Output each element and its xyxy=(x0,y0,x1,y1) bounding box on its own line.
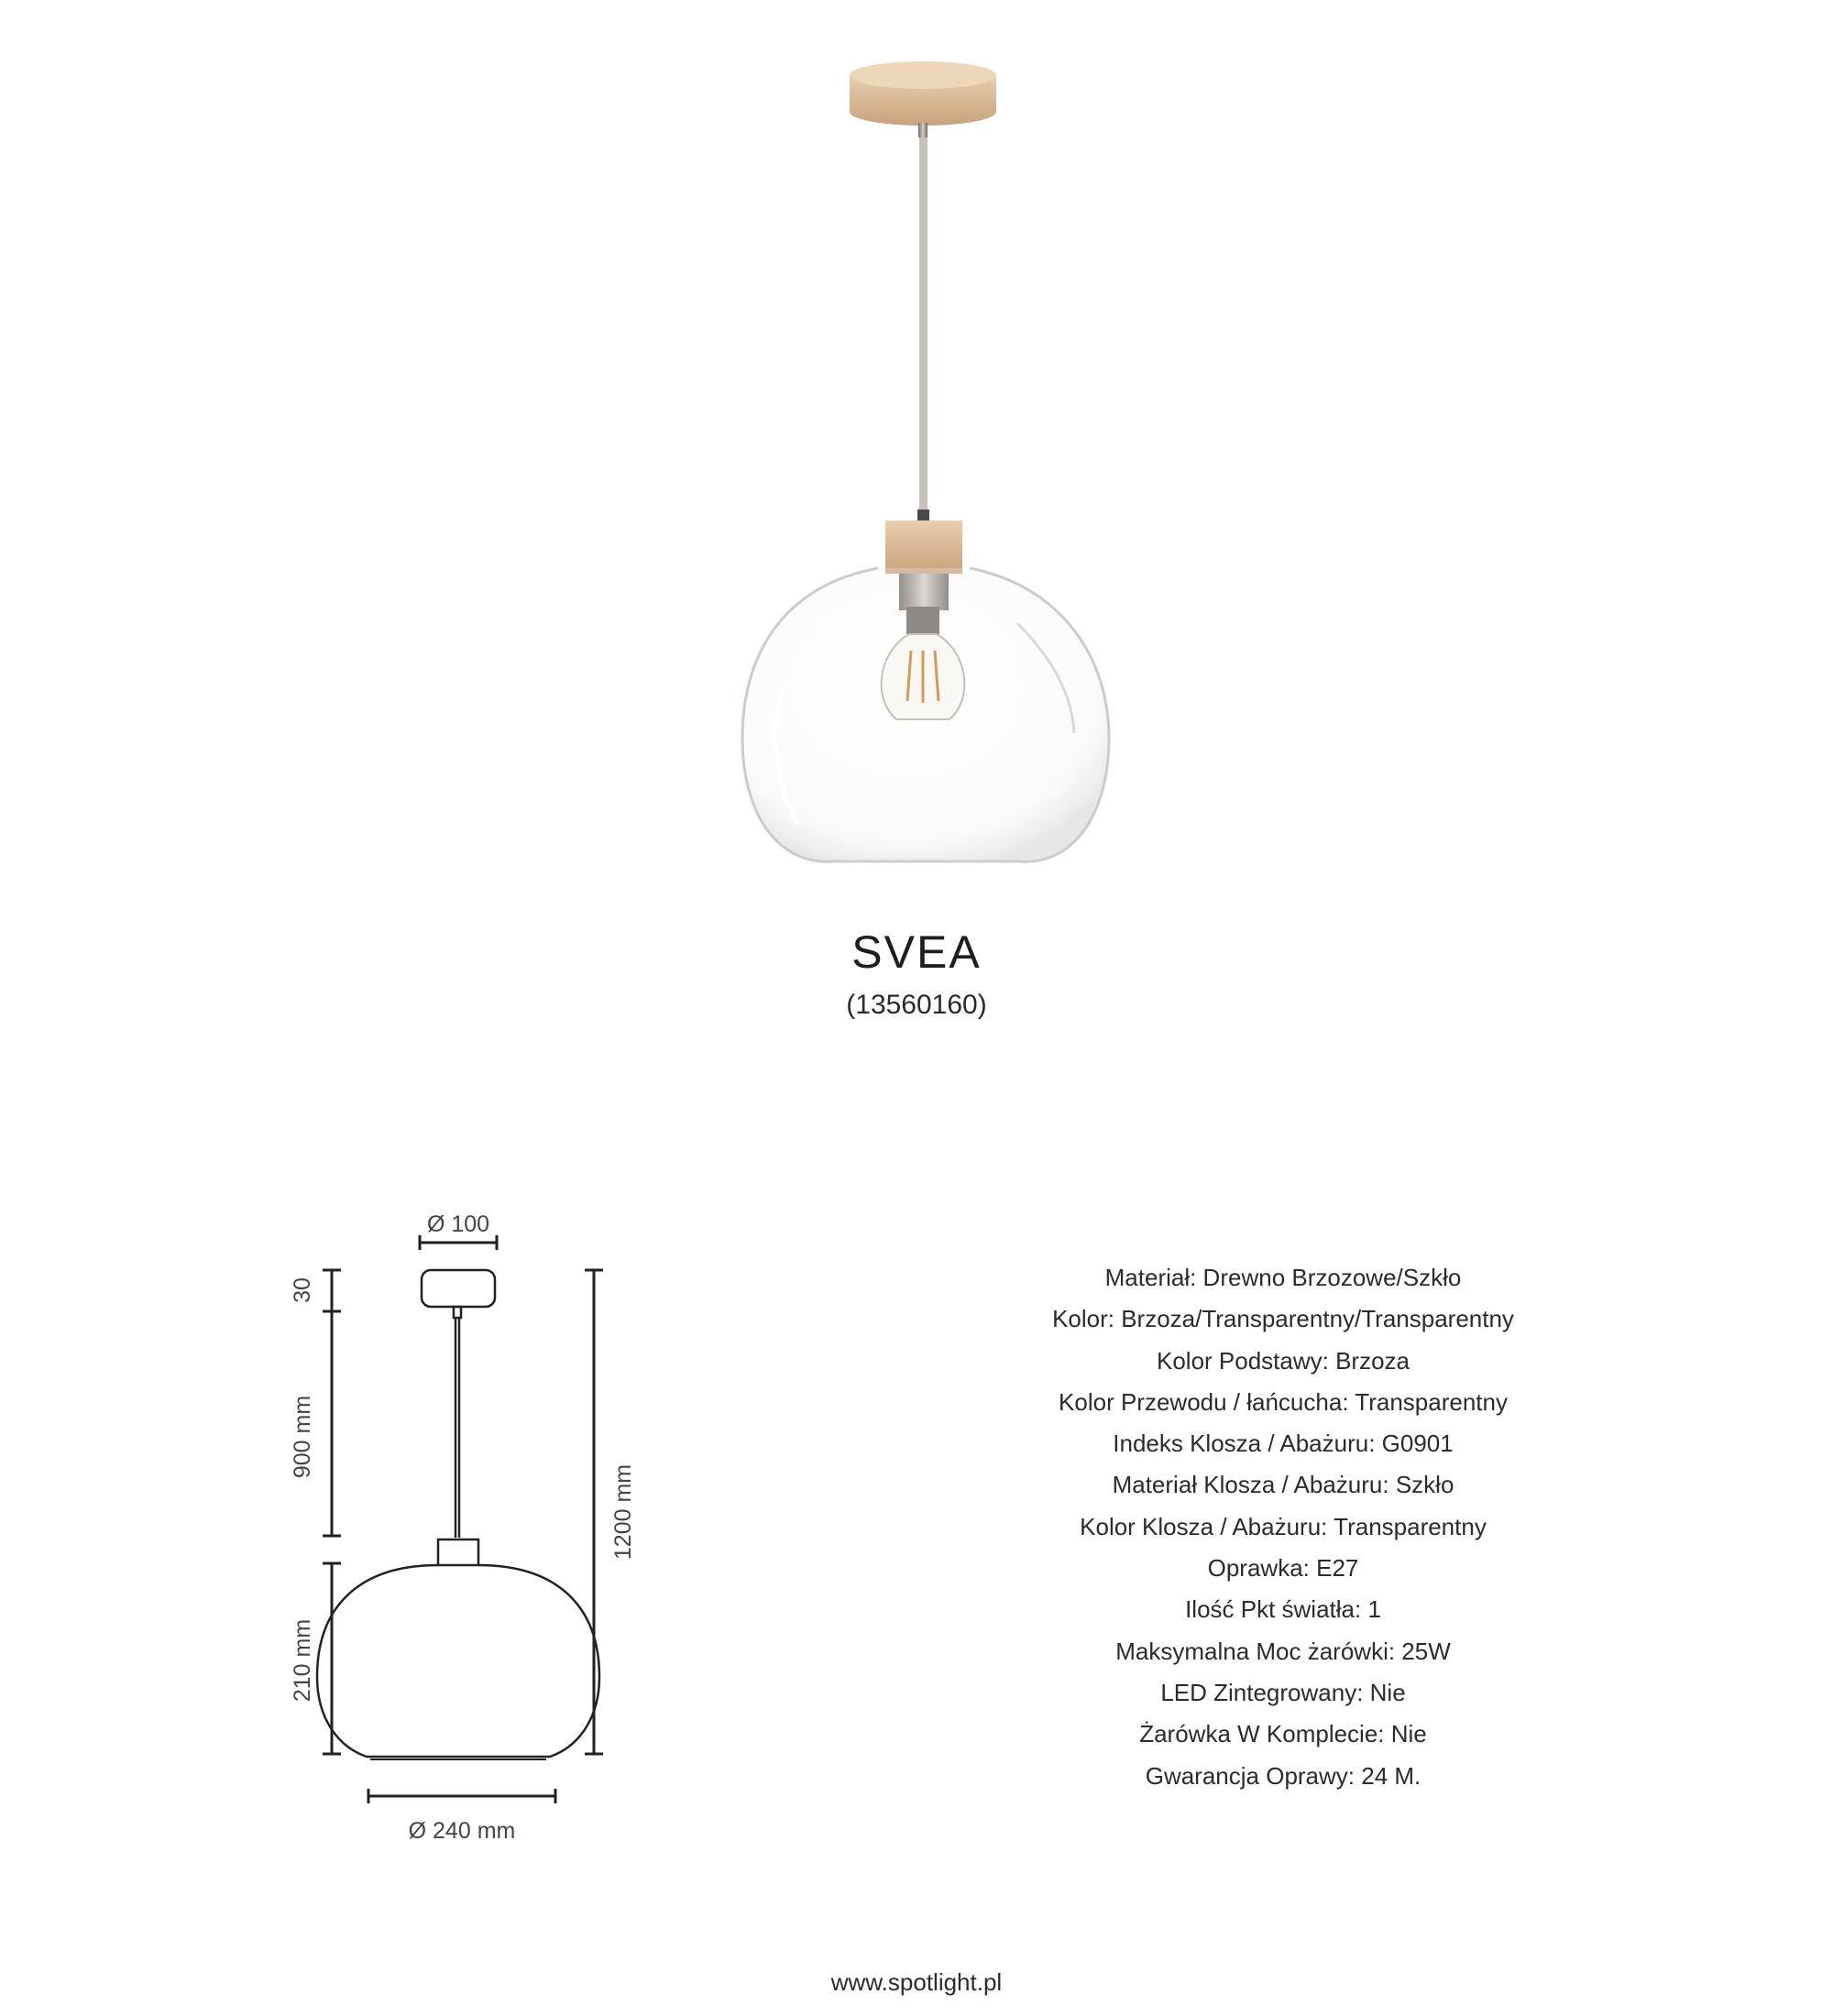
shade-height-label: 210 mm xyxy=(290,1618,315,1703)
total-height-label: 1200 mm xyxy=(610,1463,636,1561)
canopy xyxy=(850,61,996,137)
spec-item: LED Zintegrowany: Nie xyxy=(1160,1678,1406,1706)
spec-item: Ilość Pkt światła: 1 xyxy=(1185,1595,1381,1624)
drawing-cable xyxy=(454,1307,461,1318)
website-url[interactable]: www.spotlight.pl xyxy=(830,1968,1003,1996)
dimension-drawing xyxy=(266,1191,687,1851)
cable-length-label: 900 mm xyxy=(290,1395,315,1479)
spec-item: Gwarancja Oprawy: 24 M. xyxy=(1145,1761,1421,1790)
canopy-height-label: 30 xyxy=(290,1277,315,1303)
spec-item: Indeks Klosza / Abażuru: G0901 xyxy=(1113,1430,1454,1458)
spec-item: Żarówka W Komplecie: Nie xyxy=(1139,1720,1427,1748)
product-code: (13560160) xyxy=(846,990,987,1020)
spec-item: Kolor: Brzoza/Transparentny/Transparentny xyxy=(1052,1305,1514,1333)
canopy-diameter-label: Ø 100 xyxy=(426,1211,490,1237)
spec-item: Kolor Przewodu / łańcucha: Transparentny xyxy=(1059,1387,1508,1416)
spec-item: Maksymalna Moc żarówki: 25W xyxy=(1115,1637,1451,1665)
drawing-canopy xyxy=(422,1270,495,1307)
product-photo xyxy=(715,55,1118,880)
spec-item: Materiał Klosza / Abażuru: Szkło xyxy=(1112,1471,1454,1499)
cable xyxy=(919,137,927,513)
spec-item: Kolor Klosza / Abażuru: Transparentny xyxy=(1080,1512,1487,1540)
drawing-shade xyxy=(317,1565,599,1757)
drawing-holder xyxy=(438,1539,478,1565)
shade-diameter-label: Ø 240 mm xyxy=(408,1818,516,1844)
spec-item: Kolor Podstawy: Brzoza xyxy=(1156,1346,1410,1375)
spec-item: Oprawka: E27 xyxy=(1207,1554,1359,1583)
spec-item: Materiał: Drewno Brzozowe/Szkło xyxy=(1104,1264,1462,1291)
spec-list xyxy=(916,1257,1650,1797)
product-title: SVEA xyxy=(851,926,982,978)
drawing-cable-line xyxy=(456,1318,459,1538)
